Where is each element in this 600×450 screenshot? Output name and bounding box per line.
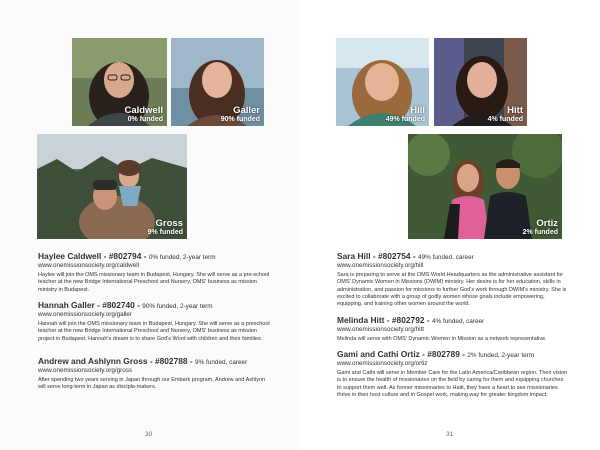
photo-name: Ortiz: [536, 217, 558, 229]
entry-heading: [337, 349, 569, 359]
entry-title: Haylee Caldwell - #802794 -: [38, 251, 149, 261]
photo-caption: [523, 219, 558, 236]
entry-gross: [38, 356, 270, 392]
entry-url[interactable]: www.onemissionsociety.org/galler: [38, 311, 133, 318]
entry-title: Sara Hill - #802754 -: [337, 251, 419, 261]
photo-caption: [488, 106, 523, 123]
photo-hitt: [434, 38, 527, 126]
entry-subtitle: 49% funded, career: [418, 254, 474, 261]
entry-heading: [38, 251, 270, 261]
entry-hill: [337, 251, 569, 309]
entry-title: Hannah Galler - #802740 -: [38, 300, 143, 310]
right-page: [300, 0, 600, 450]
entry-heading: [337, 315, 569, 325]
photo-caldwell: [72, 38, 167, 126]
entry-body: Sara is preparing to serve at the OMS World Headquarters as the administrative assistant for OMS' Dynamic Women in Missions (DWIM) ministry. Her desire is for her education, skills in administration, and passion for missions to further God's work through DWIM's ministry. She is excited to collaborate with a group of godly women whose goals include empowering, equipping, and training other women around the world.: [337, 272, 567, 308]
photo-hill: [336, 38, 429, 126]
entry-subtitle: 2% funded, 2-year term: [467, 352, 535, 359]
photo-caption: [124, 106, 163, 123]
photo-galler: [171, 38, 264, 126]
photo-funded: 9% funded: [147, 228, 183, 236]
photo-caption: [148, 219, 183, 236]
page-number: 31: [446, 431, 454, 438]
entry-url[interactable]: www.onemissionsociety.org/caldwell: [38, 262, 140, 269]
photo-caption: [221, 106, 260, 123]
entry-body: Melinda will serve with OMS' Dynamic Women in Mission as a network representative.: [337, 336, 547, 342]
entry-heading: [337, 251, 569, 261]
photo-ortiz: [408, 134, 562, 239]
entry-url[interactable]: www.onemissionsociety.org/ortiz: [337, 360, 428, 367]
entry-subtitle: 9% funded, career: [195, 359, 248, 366]
entry-body: Hannah will join the OMS missionary team in Budapest, Hungary. She will serve as a preschool teacher at the new Bridge International Preschool and Nursery, OMS' business as mission project in Budapest. Hannah's dream is to share God's Word with children and their families.: [38, 321, 270, 342]
entry-subtitle: 90% funded, 2-year term: [142, 303, 213, 310]
entry-url[interactable]: www.onemissionsociety.org/hitt: [337, 326, 425, 333]
photo-funded: 90% funded: [220, 115, 260, 123]
photo-name: Hitt: [507, 104, 523, 116]
photo-funded: 4% funded: [487, 115, 523, 123]
entry-hitt: [337, 315, 569, 343]
photo-caption: [386, 106, 425, 123]
photo-name: Galler: [233, 104, 260, 116]
entry-subtitle: 0% funded, 2-year term: [148, 254, 216, 261]
photo-funded: 2% funded: [522, 228, 558, 236]
photo-funded: 0% funded: [127, 115, 163, 123]
photo-name: Gross: [155, 217, 183, 229]
photo-funded: 49% funded: [385, 115, 425, 123]
photo-name: Caldwell: [124, 104, 163, 116]
entry-heading: [38, 300, 270, 310]
entry-body: Haylee will join the OMS missionary team in Budapest, Hungary. She will serve as a pre-school teacher at the new Bridge International Preschool and Nursery, OMS' business as mission ministry in Budapest.: [38, 272, 270, 293]
entry-title: Gami and Cathi Ortiz - #802789 -: [337, 349, 468, 359]
photo-gross: [37, 134, 187, 239]
entry-caldwell: [38, 251, 270, 294]
entry-heading: [38, 356, 270, 366]
entry-url[interactable]: www.onemissionsociety.org/hill: [337, 262, 424, 269]
entry-body: Gami and Cathi will serve in Member Care for the Latin America/Caribbean region. Their vision is to ensure the health of missionaries on the field by caring for them and equipping churches to support them well. As former missionaries to Haiti, they have a heart to see missionaries thrive in their host culture and in Gospel work, making way for greater kingdom impact.: [337, 370, 568, 398]
entry-ortiz: [337, 349, 569, 399]
entry-galler: [38, 300, 270, 343]
entry-body: After spending two years serving in Japan through our Embark program, Andrew and Ashlynn will serve long-term in Japan as disciple-makers.: [38, 377, 266, 391]
entry-subtitle: 4% funded, career: [431, 318, 485, 325]
page-number: 30: [145, 431, 153, 438]
entry-url[interactable]: www.onemissionsociety.org/gross: [38, 367, 133, 374]
photo-name: Hill: [410, 104, 425, 116]
entry-title: Andrew and Ashlynn Gross - #802788 -: [38, 356, 196, 366]
entry-title: Melinda Hitt - #802792 -: [337, 315, 432, 325]
